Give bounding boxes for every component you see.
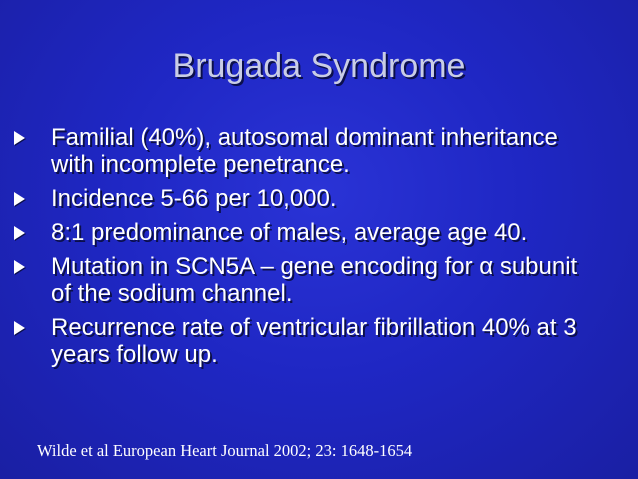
bullet-text: Incidence 5-66 per 10,000. xyxy=(51,185,337,212)
bullet-text: Familial (40%), autosomal dominant inheritance with incomplete penetrance. xyxy=(51,124,558,178)
bullet-item-recurrence xyxy=(0,314,638,368)
bullet-text: Mutation in SCN5A – gene encoding for α subunit of the sodium channel. xyxy=(51,253,578,307)
bullet-item-predominance xyxy=(0,219,638,246)
triangle-bullet-icon xyxy=(14,226,25,240)
bullet-text: Recurrence rate of ventricular fibrillation 40% at 3 years follow up. xyxy=(51,314,577,368)
triangle-bullet-icon xyxy=(14,131,25,145)
citation: Wilde et al European Heart Journal 2002; 23: 1648-1654 xyxy=(37,441,413,460)
bullet-list xyxy=(0,124,638,375)
triangle-bullet-icon xyxy=(14,321,25,335)
slide-title: Brugada Syndrome xyxy=(172,47,466,85)
bullet-item-familial xyxy=(0,124,638,178)
bullet-text: 8:1 predominance of males, average age 40. xyxy=(51,219,528,246)
triangle-bullet-icon xyxy=(14,260,25,274)
bullet-item-incidence xyxy=(0,185,638,212)
triangle-bullet-icon xyxy=(14,192,25,206)
bullet-item-mutation xyxy=(0,253,638,307)
